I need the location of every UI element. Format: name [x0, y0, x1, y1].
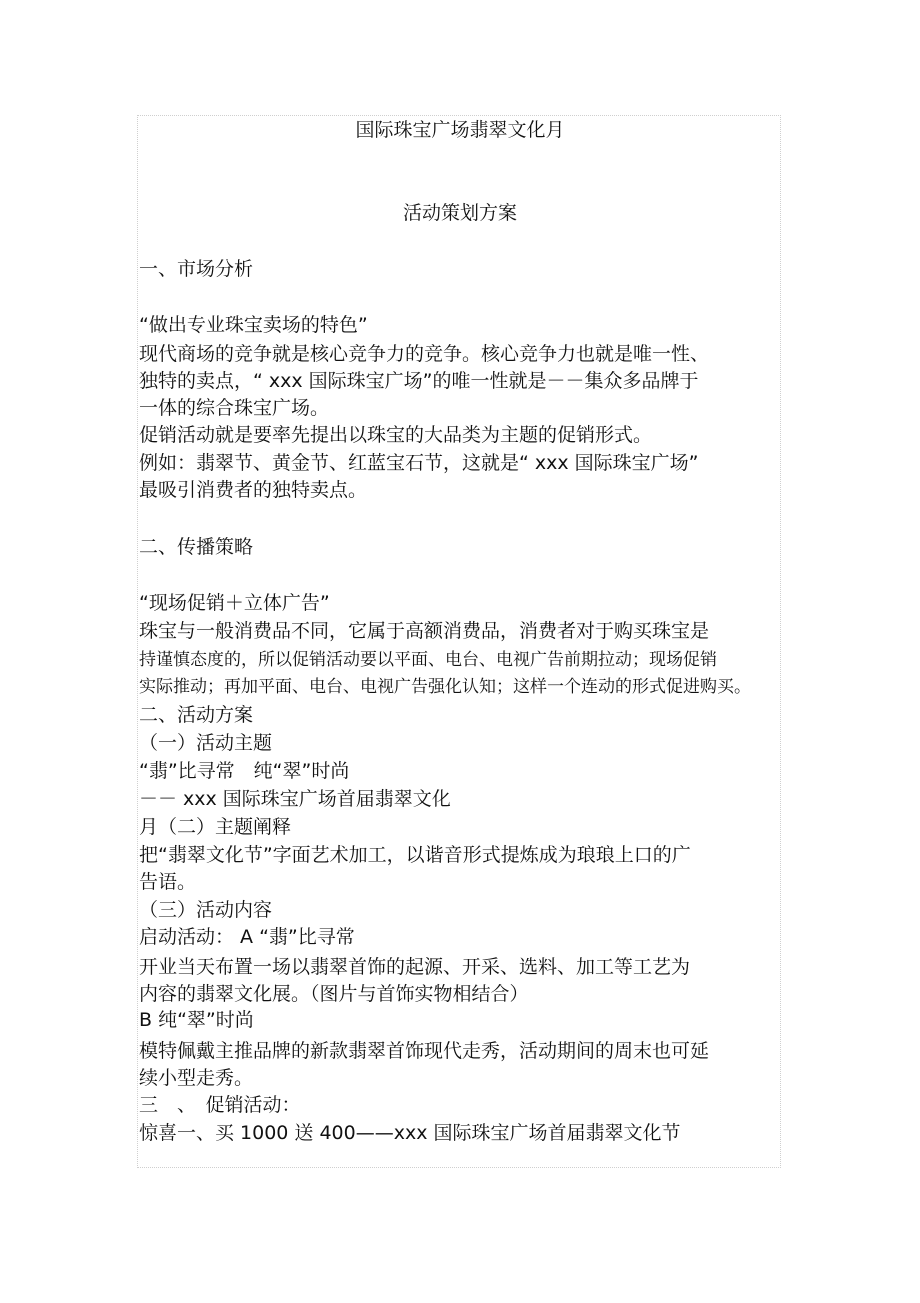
paragraph-line: （三）活动内容 — [139, 899, 273, 921]
document-subtitle: 活动策划方案 — [402, 202, 517, 224]
paragraph-line: B 纯“翠”时尚 — [139, 1009, 254, 1031]
paragraph-line: －－ xxx 国际珠宝广场首届翡翠文化 — [139, 788, 451, 810]
paragraph-line: 告语。 — [139, 871, 197, 893]
section-heading-activity-plan: 二、活动方案 — [139, 704, 254, 726]
paragraph-line: “做出专业珠宝卖场的特色” — [139, 314, 368, 336]
paragraph-line: 促销活动就是要率先提出以珠宝的大品类为主题的促销形式。 — [139, 424, 653, 446]
section-heading-market-analysis: 一、市场分析 — [139, 258, 254, 280]
paragraph-line: （一）活动主题 — [139, 732, 273, 754]
paragraph-line: “现场促销＋立体广告” — [139, 592, 330, 614]
paragraph-line: 最吸引消费者的独特卖点。 — [139, 479, 368, 501]
document-title: 国际珠宝广场翡翠文化月 — [355, 119, 565, 141]
paragraph-line: 实际推动；再加平面、电台、电视广告强化认知；这样一个连动的形式促进购买。 — [139, 677, 751, 697]
paragraph-line: 珠宝与一般消费品不同，它属于高额消费品，消费者对于购买珠宝是 — [139, 620, 710, 642]
paragraph-line: 持谨慎态度的，所以促销活动要以平面、电台、电视广告前期拉动；现场促销 — [139, 650, 717, 670]
paragraph-line: 开业当天布置一场以翡翠首饰的起源、开采、选料、加工等工艺为 — [139, 956, 691, 978]
paragraph-line: 现代商场的竞争就是核心竞争力的竞争。核心竞争力也就是唯一性、 — [139, 343, 710, 365]
paragraph-line: 把“翡翠文化节”字面艺术加工，以谐音形式提炼成为琅琅上口的广 — [139, 844, 691, 866]
section-heading-promotion: 三 、 促销活动： — [139, 1094, 301, 1116]
paragraph-line: 模特佩戴主推品牌的新款翡翠首饰现代走秀，活动期间的周末也可延 — [139, 1040, 710, 1062]
paragraph-line: 启动活动： A “翡”比寻常 — [139, 926, 355, 948]
paragraph-line: 一体的综合珠宝广场。 — [139, 397, 330, 419]
paragraph-line: 月（二）主题阐释 — [139, 816, 292, 838]
paragraph-line: 惊喜一、买 1000 送 400——xxx 国际珠宝广场首届翡翠文化节 — [139, 1122, 681, 1144]
section-heading-communication-strategy: 二、传播策略 — [139, 536, 254, 558]
paragraph-line: 续小型走秀。 — [139, 1067, 254, 1089]
paragraph-line: 例如：翡翠节、黄金节、红蓝宝石节，这就是“ xxx 国际珠宝广场” — [139, 452, 699, 474]
paragraph-line: 独特的卖点，“ xxx 国际珠宝广场”的唯一性就是－－集众多品牌于 — [139, 370, 699, 392]
paragraph-line: “翡”比寻常 纯“翠”时尚 — [139, 760, 350, 782]
paragraph-line: 内容的翡翠文化展。（图片与首饰实物相结合） — [139, 983, 529, 1005]
